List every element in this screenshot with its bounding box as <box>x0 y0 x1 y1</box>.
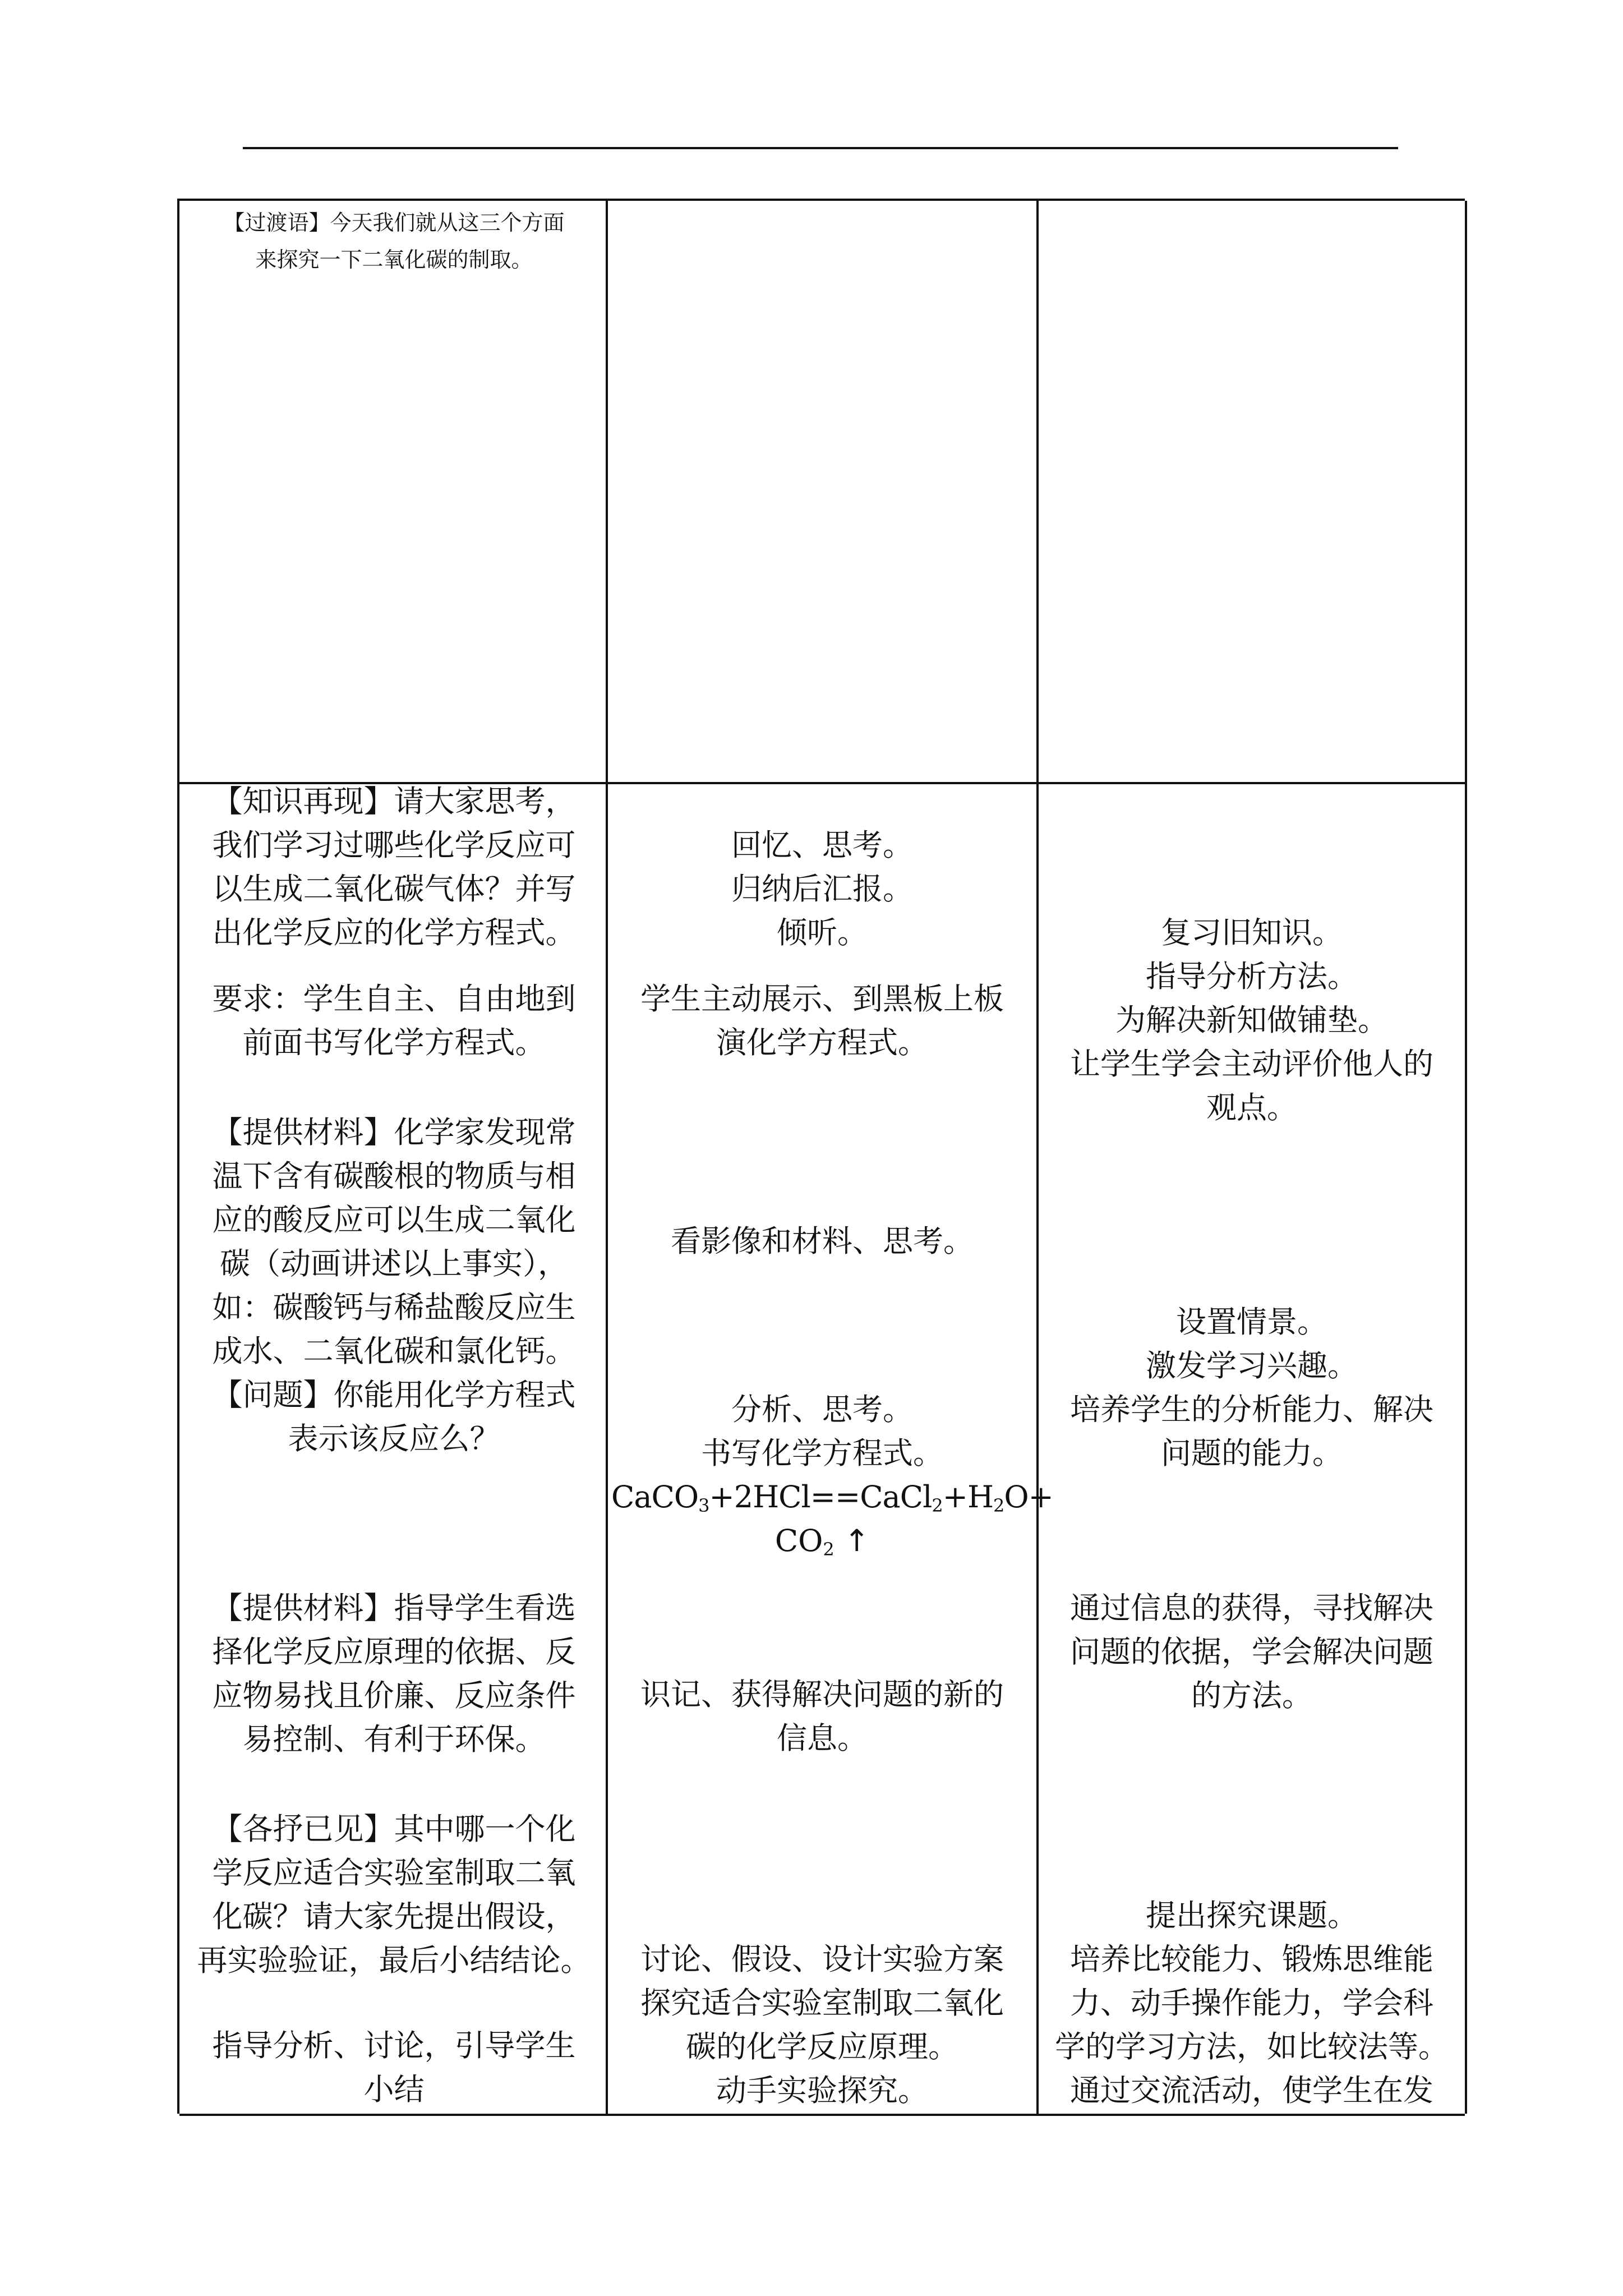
text-line: 【各抒已见】其中哪一个化 <box>212 1811 576 1847</box>
text-line: 【过渡语】今天我们就从这三个方面 <box>223 210 565 235</box>
text-line: 倾听。 <box>777 915 868 950</box>
chemical-equation-line-2: $CO_2$ ↑ <box>774 1523 870 1560</box>
text-line: 出化学反应的化学方程式。 <box>212 915 576 950</box>
inquiry-purpose-block <box>1042 1894 1461 2113</box>
opinions-block <box>185 1807 603 1982</box>
text-line: 以生成二氧化碳气体？并写 <box>212 871 576 907</box>
up-arrow-icon: ↑ <box>843 1523 870 1558</box>
text-line: 提出探究课题。 <box>1146 1898 1358 1933</box>
text-line: 通过交流活动，使学生在发 <box>1070 2073 1433 2108</box>
guide-summary-block <box>185 2024 603 2111</box>
text-line: 为解决新知做铺垫。 <box>1115 1002 1388 1038</box>
text-line: 要求：学生自主、自由地到 <box>212 981 576 1016</box>
text-line: 应物易找且价廉、反应条件 <box>212 1678 576 1713</box>
text-line: 我们学习过哪些化学反应可 <box>212 827 576 863</box>
text-line: 碳（动画讲述以上事实）， <box>220 1246 568 1281</box>
memorize-block <box>611 1673 1033 1760</box>
text-line: 设置情景。 <box>1176 1304 1327 1340</box>
material-guidance-block <box>185 1586 603 1761</box>
text-line: 激发学习兴趣。 <box>1146 1348 1358 1383</box>
text-line: 通过信息的获得，寻找解决 <box>1070 1590 1433 1626</box>
text-line: 的方法。 <box>1191 1678 1312 1713</box>
text-line: 【提供材料】化学家发现常 <box>212 1115 576 1150</box>
text-line: 动手实验探究。 <box>716 2073 928 2108</box>
table-bottom-border <box>179 2114 1465 2116</box>
text-line: 易控制、有利于环保。 <box>242 1722 546 1757</box>
text-line: 如：碳酸钙与稀盐酸反应生 <box>212 1290 576 1325</box>
text-line: 分析、思考。 <box>731 1392 913 1427</box>
lesson-table <box>177 199 1465 2114</box>
table-right-border <box>1465 201 1467 2114</box>
knowledge-review-block <box>185 780 603 955</box>
review-purpose-block <box>1042 911 1461 1130</box>
text-line: 回忆、思考。 <box>731 827 913 863</box>
scenario-purpose-block <box>1042 1300 1461 1475</box>
text-line: 来探究一下二氧化碳的制取。 <box>255 247 533 272</box>
student-demo-block <box>611 977 1033 1065</box>
information-purpose-block <box>1042 1586 1461 1718</box>
text-line: 演化学方程式。 <box>716 1025 928 1060</box>
text-line: 观点。 <box>1206 1090 1297 1125</box>
transition-text <box>185 204 603 278</box>
text-line: 表示该反应么？ <box>288 1421 500 1456</box>
text-line: 学反应适合实验室制取二氧 <box>212 1855 576 1890</box>
text-line: 小结 <box>363 2072 425 2107</box>
text-line: 识记、获得解决问题的新的 <box>640 1677 1004 1712</box>
text-line: 探究适合实验室制取二氧化 <box>640 1985 1004 2021</box>
text-line: 成水、二氧化碳和氯化钙。 <box>212 1333 576 1369</box>
text-line: 问题的能力。 <box>1161 1435 1343 1471</box>
material-and-question-block <box>185 1111 603 1461</box>
text-line: 看影像和材料、思考。 <box>671 1223 974 1259</box>
analyze-write-block <box>611 1388 1053 1563</box>
text-line: 指导分析、讨论，引导学生 <box>212 2028 576 2063</box>
text-line: 再实验验证，最后小结结论。 <box>197 1943 591 1978</box>
text-line: 学生主动展示、到黑板上板 <box>640 981 1004 1016</box>
text-line: 力、动手操作能力，学会科 <box>1070 1985 1433 2021</box>
text-line: 归纳后汇报。 <box>731 871 913 907</box>
text-line: 复习旧知识。 <box>1161 915 1343 950</box>
text-line: 应的酸反应可以生成二氧化 <box>212 1202 576 1237</box>
text-line: 培养学生的分析能力、解决 <box>1070 1392 1433 1427</box>
header-rule <box>243 147 1398 149</box>
text-line: 学的学习方法，如比较法等。 <box>1055 2029 1449 2064</box>
text-line: 讨论、假设、设计实验方案 <box>640 1941 1004 1977</box>
requirement-block <box>185 977 603 1065</box>
text-line: 信息。 <box>777 1720 868 1756</box>
text-line: 培养比较能力、锻炼思维能 <box>1070 1941 1433 1977</box>
text-line: 书写化学方程式。 <box>701 1435 943 1471</box>
text-line: 前面书写化学方程式。 <box>242 1025 546 1060</box>
text-line: 让学生学会主动评价他人的 <box>1070 1046 1433 1082</box>
discuss-experiment-block <box>611 1938 1033 2113</box>
column-divider-1 <box>606 201 608 2114</box>
text-line: 指导分析方法。 <box>1146 959 1358 994</box>
recall-block <box>611 823 1033 955</box>
text-line: 问题的依据，学会解决问题 <box>1070 1634 1433 1669</box>
text-line: 【问题】你能用化学方程式 <box>212 1377 576 1412</box>
text-line: 择化学反应原理的依据、反 <box>212 1634 576 1669</box>
text-line: 碳的化学反应原理。 <box>686 2029 958 2064</box>
text-line: 【提供材料】指导学生看选 <box>212 1590 576 1626</box>
text-line: 化碳？请大家先提出假设， <box>212 1899 576 1934</box>
column-divider-2 <box>1036 201 1039 2114</box>
chemical-equation-line-1: $CaCO_3+2HCl==CaCl_2+H_2O+$ <box>611 1479 1053 1516</box>
text-line: 【知识再现】请大家思考， <box>212 784 576 819</box>
text-line: 温下含有碳酸根的物质与相 <box>212 1158 576 1194</box>
watch-materials-block <box>611 1220 1033 1263</box>
